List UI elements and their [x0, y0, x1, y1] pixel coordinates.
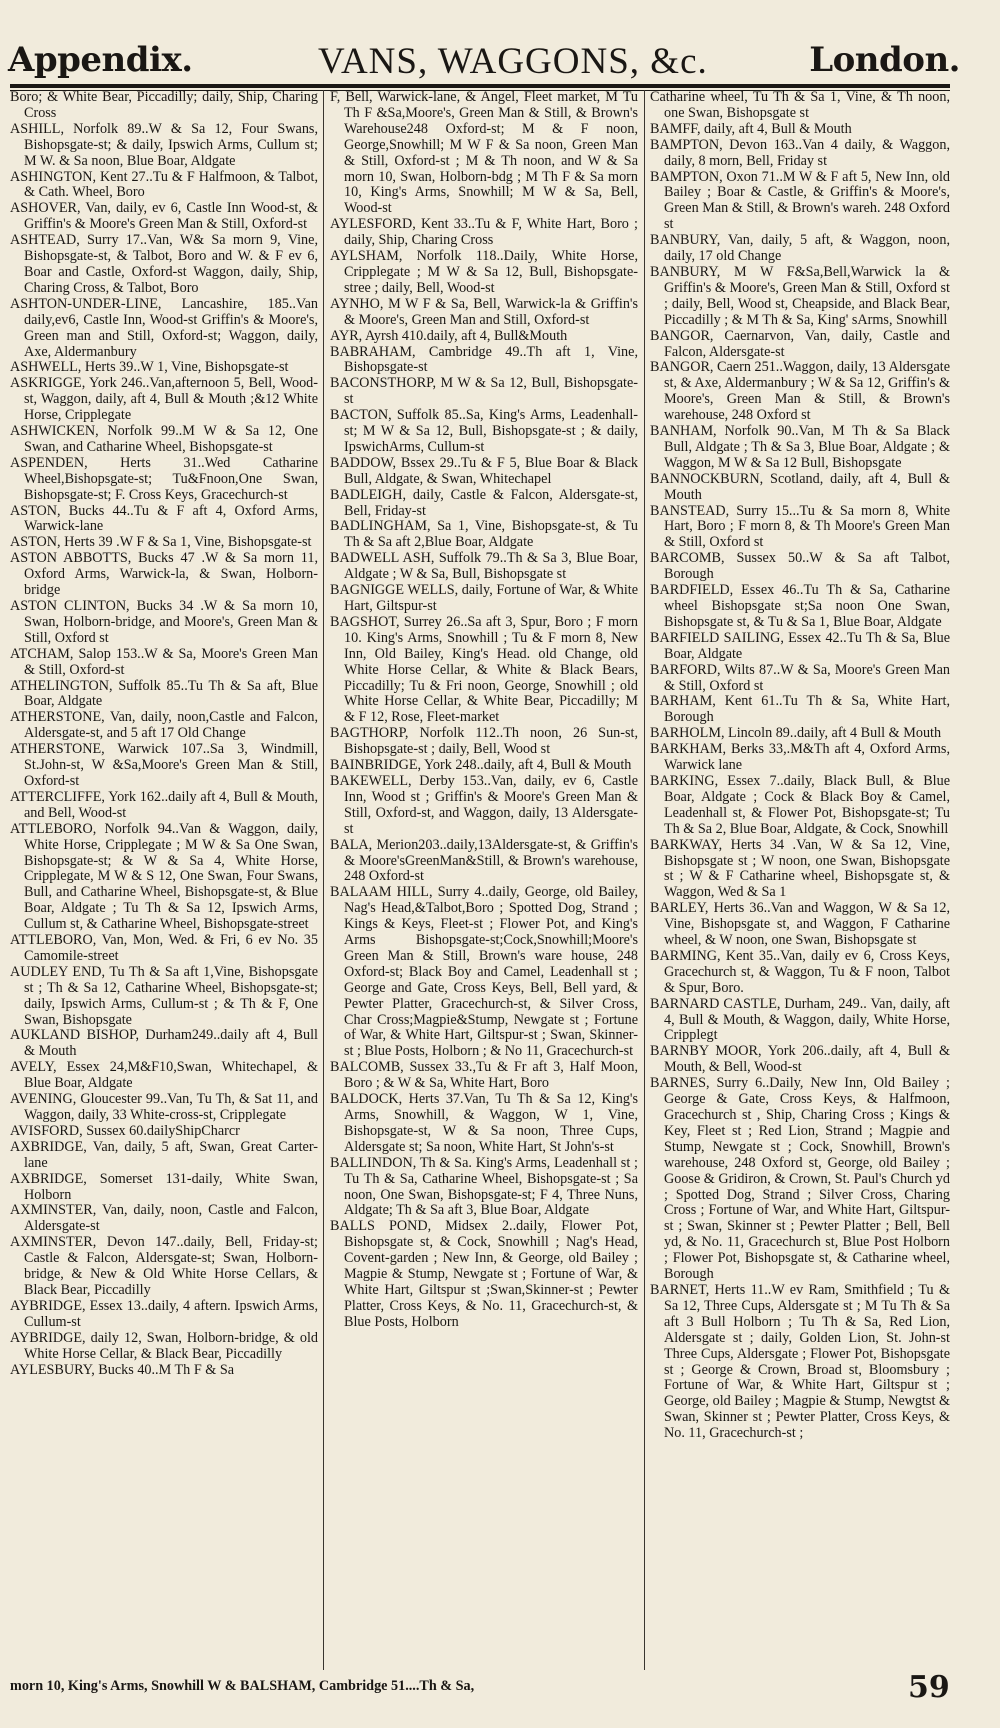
directory-entry: BARKHAM, Berks 33,.M&Th aft 4, Oxford Arms, Warwick lane: [650, 741, 950, 774]
directory-entry: BADLEIGH, daily, Castle & Falcon, Aldersgate-st, Bell, Friday-st: [330, 486, 638, 519]
directory-entry: AXMINSTER, Devon 147..daily, Bell, Friday-st; Castle & Falcon, Aldersgate-st; Swan, Holborn-bridge, & New & Old White Horse Cellars, & Black Bear, Piccadilly: [10, 1234, 318, 1298]
directory-entry: Catharine wheel, Tu Th & Sa 1, Vine, & Th noon, one Swan, Bishopsgate st: [650, 90, 950, 121]
column-1: [10, 90, 318, 1670]
directory-entry: ASTON, Herts 39 .W F & Sa 1, Vine, Bishopsgate-st: [10, 534, 312, 551]
directory-entry: BALA, Merion203..daily,13Aldersgate-st, & Griffin's & Moore'sGreenMan&Still, & Brown's warehouse, 248 Oxford-st: [330, 836, 638, 885]
directory-entry: BARNES, Surry 6..Daily, New Inn, Old Bailey ; George & Gate, Cross Keys, & Halfmoon, Gracechurch st , Ship, Charing Cross ; Kings & Key, Fleet st ; Red Lion, Strand ; Magpie and Stump, Newgate st ; Cock, Snowhill, Brown's warehouse, 248 Oxford st, George, old Bailey ; Goose & Gridiron, & Crown, St. Paul's Church yd ; Spotted Dog, Strand ; Silver Cross, Charing Cross ; Fortune of War, and White Hart, Giltspur-st ; Swan, Skinner st ; Pewter Platter ; Bell, Bell yd, & No. 11, Gracechurch st, Blue Post Holborn ; Flower Pot, Bishopsgate st, & Catharine wheel, Borough: [650, 1075, 950, 1283]
directory-entry: ASTON CLINTON, Bucks 34 .W & Sa morn 10, Swan, Holborn-bridge, and Moore's, Green Man & Still, Oxford st: [10, 598, 318, 646]
directory-entry: BARHAM, Kent 61..Tu Th & Sa, White Hart, Borough: [650, 693, 950, 726]
column-divider: [644, 90, 645, 1670]
directory-entry: ASHILL, Norfolk 89..W & Sa 12, Four Swans, Bishopsgate-st; & daily, Ipswich Arms, Cullum st; M W. & Sa noon, Blue Boar, Aldgate: [10, 120, 318, 169]
directory-entry: BANGOR, Caernarvon, Van, daily, Castle and Falcon, Aldersgate-st: [650, 327, 950, 360]
directory-entry: ASTON ABBOTTS, Bucks 47 .W & Sa morn 11, Oxford Arms, Warwick-la, & Swan, Holborn-bridge: [10, 550, 318, 599]
directory-entry: BANSTEAD, Surry 15...Tu & Sa morn 8, White Hart, Boro ; F morn 8, & Th Moore's Green Man & Still, Oxford st: [650, 502, 950, 551]
directory-entry: ATHERSTONE, Warwick 107..Sa 3, Windmill, St.John-st, W &Sa,Moore's Green Man & Still, Oxford-st: [10, 741, 318, 789]
directory-entry: BANBURY, Van, daily, 5 aft, & Waggon, noon, daily, 17 old Change: [650, 232, 950, 265]
directory-entry: BAGTHORP, Norfolk 112..Th noon, 26 Sun-st, Bishopsgate-st ; daily, Bell, Wood st: [330, 725, 638, 758]
directory-entry: AYLESFORD, Kent 33..Tu & F, White Hart, Boro ; daily, Ship, Charing Cross: [330, 216, 638, 249]
directory-entry: AYLESBURY, Bucks 40..M Th F & Sa: [10, 1361, 235, 1378]
directory-entry: BARNBY MOOR, York 206..daily, aft 4, Bull & Mouth, & Bell, Wood-st: [650, 1043, 950, 1076]
header-right-title: London.: [809, 40, 960, 80]
directory-entry: AUKLAND BISHOP, Durham249..daily aft 4, Bull & Mouth: [10, 1027, 318, 1060]
directory-entry: BAGSHOT, Surrey 26..Sa aft 3, Spur, Boro ; F morn 10. King's Arms, Snowhill ; Tu & F morn 8, New Inn, Old Bailey, King's Head. old Change, old White Horse Cellar, & White & Black Bears, Piccadilly; Tu & Fri noon, George, Snowhill ; old White Horse Cellar, & White Bear, Piccadilly; M & F 12, Rose, Fleet-market: [330, 613, 638, 726]
directory-entry: BARNET, Herts 11..W ev Ram, Smithfield ; Tu & Sa 12, Three Cups, Aldersgate st ; M Tu Th & Sa aft 3 Bull Holborn ; Tu Th & Sa, Red Lion, Aldersgate st ; daily, Golden Lion, St. John-st Three Cups, Aldersgate ; Flower Pot, Bishopsgate st ; George & Crown, Broad st, Bloomsbury ; Fortune of War, & White Hart, Giltspur st ; George, old Bailey ; Magpie & Stump, Newgtst & Swan, Skinner st ; Pewter Platter, Cross Keys, & No. 11, Gracechurch-st ;: [650, 1281, 950, 1442]
directory-entry: ATTLEBORO, Van, Mon, Wed. & Fri, 6 ev No. 35 Camomile-street: [10, 932, 318, 964]
directory-entry: BAMPTON, Devon 163..Van 4 daily, & Waggon, daily, 8 morn, Bell, Friday st: [650, 136, 950, 169]
header-left-title: Appendix.: [8, 40, 193, 80]
column-divider: [323, 90, 324, 1670]
page-header: [0, 40, 1000, 86]
directory-entry: BARMING, Kent 35..Van, daily ev 6, Cross Keys, Gracechurch st, & Waggon, Tu & F noon, Talbot & Spur, Boro.: [650, 947, 950, 996]
directory-entry: ASKRIGGE, York 246..Van,afternoon 5, Bell, Wood-st, Waggon, daily, aft 4, Bull & Mouth ;&12 White Horse, Cripplegate: [10, 375, 318, 424]
directory-entry: BALLINDON, Th & Sa. King's Arms, Leadenhall st ; Tu Th & Sa, Catharine Wheel, Bishopsgate-st ; Sa noon, One Swan, Bishopsgate-st; F 4, Three Nuns, Aldgate; Th & Sa aft 3, Blue Boar, Aldgate: [330, 1154, 638, 1219]
directory-entry: BANNOCKBURN, Scotland, daily, aft 4, Bull & Mouth: [650, 470, 950, 503]
directory-entry: BAMFF, daily, aft 4, Bull & Mouth: [650, 120, 852, 137]
directory-entry: ASHINGTON, Kent 27..Tu & F Halfmoon, & Talbot, & Cath. Wheel, Boro: [10, 168, 318, 201]
directory-entry: ASTON, Bucks 44..Tu & F aft 4, Oxford Arms, Warwick-lane: [10, 502, 318, 535]
directory-entry: BARKWAY, Herts 34 .Van, W & Sa 12, Vine, Bishopsgate st ; W noon, one Swan, Bishopsgate st ; W & F Catharine wheel, Bishopsgate st, & Waggon, Wed & Sa 1: [650, 836, 950, 901]
column-3: [650, 90, 950, 1670]
directory-entry: AYBRIDGE, Essex 13..daily, 4 aftern. Ipswich Arms, Cullum-st: [10, 1297, 318, 1330]
directory-entry: BALAAM HILL, Surry 4..daily, George, old Bailey, Nag's Head,&Talbot,Boro ; Spotted Dog, Strand ; Kings & Keys, Fleet-st ; Flower Pot, and King's Arms Bishopsgate-st;Cock,Snowhill;Moore's Green Man & Still, Brown's ware house, 248 Oxford-st; Black Boy and Camel, Leadenhall st ; George and Gate, Cross Keys, Bell, Bell yard, & Pewter Platter, Gracechurch-st, & Silver Cross, Char Cross;Magpie&Stump, Newgate st ; Fortune of War, & White Hart, Giltspur-st ; Swan, Skinner-st ; Blue Posts, Holborn ; & No 11, Gracechurch-st: [330, 884, 638, 1060]
directory-entry: AYR, Ayrsh 410.daily, aft 4, Bull&Mouth: [330, 327, 568, 344]
directory-entry: ASHTEAD, Surry 17..Van, W& Sa morn 9, Vine, Bishopsgate-st, & Talbot, Boro and W. & F ev 6, Boar and Castle, Oxford-st Waggon, daily, Ship, Charing Cross, & Talbot, Boro: [10, 232, 318, 296]
directory-entry: BACONSTHORP, M W & Sa 12, Bull, Bishopsgate-st: [330, 375, 638, 408]
directory-entry: BALLS POND, Midsex 2..daily, Flower Pot, Bishopsgate st, & Cock, Snowhill ; Nag's Head, Covent-garden ; New Inn, & George, old Bailey ; Magpie & Stump, Newgate st ; Fortune of War, & White Hart, Giltspur st ;Swan,Skinner-st ; Pewter Platter, Cross Keys, & No. 11, Gracechurch-st, & Blue Posts, Holborn: [330, 1218, 638, 1330]
header-center-title: VANS, WAGGONS, &c.: [318, 41, 708, 82]
directory-entry: BARCOMB, Sussex 50..W & Sa aft Talbot, Borough: [650, 550, 950, 583]
directory-entry: BABRAHAM, Cambridge 49..Th aft 1, Vine, Bishopsgate-st: [330, 343, 638, 376]
page-number: 59: [908, 1670, 950, 1705]
directory-entry: BARFORD, Wilts 87..W & Sa, Moore's Green Man & Still, Oxford st: [650, 661, 950, 694]
directory-entry: BAGNIGGE WELLS, daily, Fortune of War, & White Hart, Giltspur-st: [330, 582, 638, 614]
directory-entry: BADDOW, Bssex 29..Tu & F 5, Blue Boar & Black Bull, Aldgate, & Swan, Whitechapel: [330, 454, 638, 487]
directory-entry: BADLINGHAM, Sa 1, Vine, Bishopsgate-st, & Tu Th & Sa aft 2,Blue Boar, Aldgate: [330, 518, 638, 551]
header-rule-thick: [10, 84, 950, 88]
directory-entry: AVISFORD, Sussex 60.dailyShipCharcr: [10, 1122, 240, 1139]
directory-entry: BARKING, Essex 7..daily, Black Bull, & Blue Boar, Aldgate ; Cock & Black Boy & Camel, Leadenhall st, & Flower Pot, Bishopsgate-st; Tu Th & Sa 2, Blue Boar, Aldgate, & Cock, Snowhill: [650, 772, 950, 837]
directory-entry: BARDFIELD, Essex 46..Tu Th & Sa, Catharine wheel Bishopsgate st;Sa noon One Swan, Bishopsgate st, & Tu & Sa 1, Blue Boar, Aldgate: [650, 582, 950, 630]
bottom-continuation-line: morn 10, King's Arms, Snowhill W & BALSHAM, Cambridge 51....Th & Sa,: [10, 1678, 475, 1694]
directory-entry: AXBRIDGE, Somerset 131-daily, White Swan, Holborn: [10, 1170, 318, 1203]
directory-entry: BARNARD CASTLE, Durham, 249.. Van, daily, aft 4, Bull & Mouth, & Waggon, daily, White Horse, Cripplegt: [650, 995, 950, 1044]
directory-entry: ASHWICKEN, Norfolk 99..M W & Sa 12, One Swan, and Catharine Wheel, Bishopsgate-st: [10, 423, 318, 455]
directory-entry: BAINBRIDGE, York 248..daily, aft 4, Bull & Mouth: [330, 757, 632, 774]
directory-entry: BARHOLM, Lincoln 89..daily, aft 4 Bull & Mouth: [650, 725, 942, 742]
directory-entry: AUDLEY END, Tu Th & Sa aft 1,Vine, Bishopsgate st ; Th & Sa 12, Catharine Wheel, Bishopsgate-st; daily, Ipswich Arms, Cullum-st ; & Th & F, One Swan, Bishopsgate: [10, 963, 318, 1028]
directory-entry: AXBRIDGE, Van, daily, 5 aft, Swan, Great Carter-lane: [10, 1138, 318, 1171]
directory-entry: ATTLEBORO, Norfolk 94..Van & Waggon, daily, White Horse, Cripplegate ; M W & Sa One Swan, Bishopsgate-st; & W & Sa 4, White Horse, Cripplegate, M W & S 12, One Swan, Four Swans, Bull, and Catharine Wheel, Bishopsgate-st, & Blue Boar, Aldgate ; Tu Th & Sa 12, Ipswich Arms, Cullum st, & Catharine Wheel, Bishopsgate-street: [10, 820, 318, 933]
directory-entry: BANBURY, M W F&Sa,Bell,Warwick la & Griffin's & Moore's, Green Man & Still, Oxford st ; daily, Bell, Wood st, Cheapside, and Black Bear, Piccadilly ; & M Th & Sa, King' sArms, Snowhill: [650, 263, 950, 328]
directory-entry: F, Bell, Warwick-lane, & Angel, Fleet market, M Tu Th F &Sa,Moore's, Green Man & Still, & Brown's Warehouse248 Oxford-st; M & F noon, George,Snowhill; M W F & Sa noon, Green Man & Still, Oxford-st ; M & Th noon, and W & Sa morn 10, Swan, Holborn-bdg ; M Th F & Sa morn 10, King's Arms, Snowhill; M W & Sa, Bell, Wood-st: [330, 90, 638, 217]
directory-entry: BARFIELD SAILING, Essex 42..Tu Th & Sa, Blue Boar, Aldgate: [650, 629, 950, 662]
directory-entry: BARLEY, Herts 36..Van and Waggon, W & Sa 12, Vine, Bishopsgate st, and Waggon, F Catharine wheel, & W noon, one Swan, Bishopsgate st: [650, 900, 950, 949]
directory-entry: AYNHO, M W F & Sa, Bell, Warwick-la & Griffin's & Moore's, Green Man and Still, Oxford-st: [330, 295, 638, 328]
directory-entry: BACTON, Suffolk 85..Sa, King's Arms, Leadenhall-st; M W & Sa 12, Bull, Bishopsgate-st ; & daily, IpswichArms, Cullum-st: [330, 407, 638, 455]
directory-entry: BAMPTON, Oxon 71..M W & F aft 5, New Inn, old Bailey ; Boar & Castle, & Griffin's & Moore's, Green Man & Still, & Brown's wareh. 248 Oxford st: [650, 168, 950, 233]
directory-entry: Boro; & White Bear, Piccadilly; daily, Ship, Charing Cross: [10, 90, 318, 121]
directory-entry: ATHERSTONE, Van, daily, noon,Castle and Falcon, Aldersgate-st, and 5 aft 17 Old Change: [10, 709, 318, 742]
directory-entry: AXMINSTER, Van, daily, noon, Castle and Falcon, Aldersgate-st: [10, 1202, 318, 1235]
directory-entry: BADWELL ASH, Suffolk 79..Th & Sa 3, Blue Boar, Aldgate ; W & Sa, Bull, Bishopsgate st: [330, 550, 638, 583]
directory-entry: ASHWELL, Herts 39..W 1, Vine, Bishopsgate-st: [10, 359, 289, 376]
directory-entry: BANGOR, Caern 251..Waggon, daily, 13 Aldersgate st, & Axe, Aldermanbury ; W & Sa 12, Griffin's & Moore's, Green Man & Still, & Brown's warehouse, 248 Oxford st: [650, 359, 950, 424]
directory-entry: ATHELINGTON, Suffolk 85..Tu Th & Sa aft, Blue Boar, Aldgate: [10, 677, 318, 710]
directory-entry: BALCOMB, Sussex 33.,Tu & Fr aft 3, Half Moon, Boro ; & W & Sa, White Hart, Boro: [330, 1059, 638, 1092]
column-2: [330, 90, 638, 1670]
directory-entry: ATTERCLIFFE, York 162..daily aft 4, Bull & Mouth, and Bell, Wood-st: [10, 788, 318, 821]
directory-entry: AYBRIDGE, daily 12, Swan, Holborn-bridge, & old White Horse Cellar, & Black Bear, Piccadilly: [10, 1329, 318, 1362]
directory-entry: BAKEWELL, Derby 153..Van, daily, ev 6, Castle Inn, Wood st ; Griffin's & Moore's Green Man & Still, Oxford-st, and Waggon, daily, 13 Aldersgate-st: [330, 772, 638, 837]
directory-entry: AVENING, Gloucester 99..Van, Tu Th, & Sat 11, and Waggon, daily, 33 White-cross-st, Cripplegate: [10, 1091, 318, 1123]
directory-entry: BALDOCK, Herts 37.Van, Tu Th & Sa 12, King's Arms, Snowhill, & Waggon, W 1, Vine, Bishopsgate-st, W & Sa noon, Three Cups, Aldersgate st; Sa noon, White Hart, St John's-st: [330, 1091, 638, 1155]
directory-entry: ATCHAM, Salop 153..W & Sa, Moore's Green Man & Still, Oxford-st: [10, 645, 318, 678]
directory-entry: AYLSHAM, Norfolk 118..Daily, White Horse, Cripplegate ; M W & Sa 12, Bull, Bishopsgate-stree ; daily, Bell, Wood-st: [330, 248, 638, 296]
directory-entry: ASPENDEN, Herts 31..Wed Catharine Wheel,Bishopsgate-st; Tu&Fnoon,One Swan, Bishopsgate-st; F. Cross Keys, Gracechurch-st: [10, 454, 318, 503]
directory-entry: ASHOVER, Van, daily, ev 6, Castle Inn Wood-st, & Griffin's & Moore's Green Man & Still, Oxford-st: [10, 200, 318, 233]
directory-entry: BANHAM, Norfolk 90..Van, M Th & Sa Black Bull, Aldgate ; Th & Sa 3, Blue Boar, Aldgate ; & Waggon, M W & Sa 12 Bull, Bishopsgate: [650, 423, 950, 471]
directory-entry: ASHTON-UNDER-LINE, Lancashire, 185..Van daily,ev6, Castle Inn, Wood-st Griffin's & Moore's, Green man and Still, Oxford-st; Waggon, daily, Axe, Aldermanbury: [10, 295, 318, 360]
directory-entry: AVELY, Essex 24,M&F10,Swan, Whitechapel, & Blue Boar, Aldgate: [10, 1059, 318, 1092]
